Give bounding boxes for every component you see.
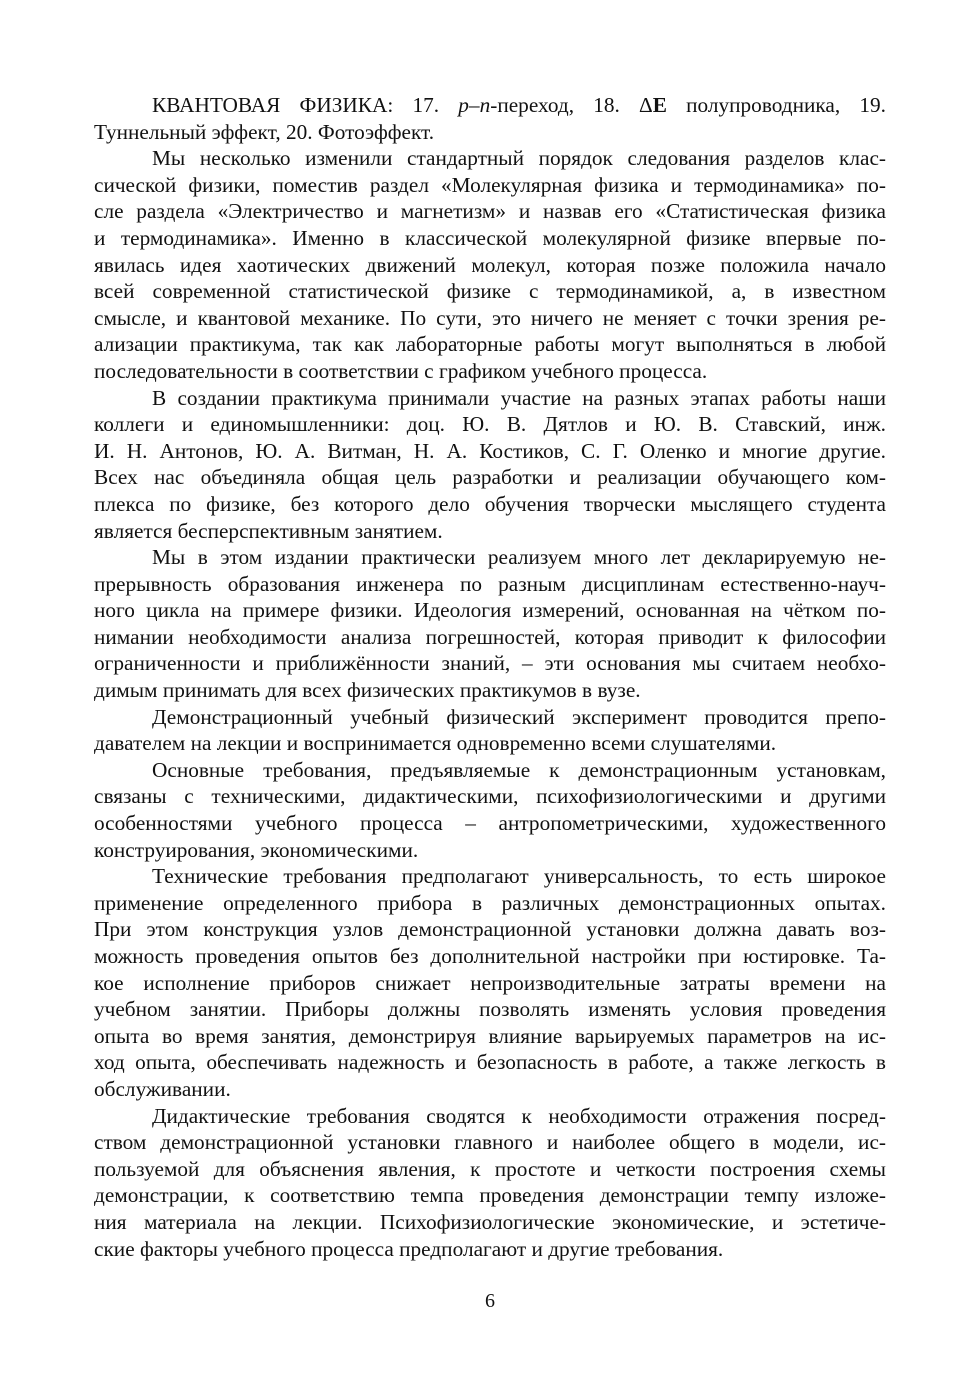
text-line: можность проведения опытов без дополнительной настройки при юстировке. Та- <box>94 944 886 968</box>
text-line: Демонстрационный учебный физический эксперимент проводится препо- <box>152 704 886 729</box>
text-line: И. Н. Антонов, Ю. А. Витман, Н. А. Костиков, С. Г. Оленко и многие другие. <box>94 438 886 463</box>
text-line: явилась идея хаотических движений молекул, которая позже положила начало <box>94 252 886 277</box>
text-line: ализации практикума, так как лабораторные работы могут выполняться в любой <box>94 332 886 357</box>
text-line: всей современной статистической физике с термодинамикой, а, в известном <box>94 279 886 304</box>
text-line: Туннельный эффект, 20. Фотоэффект. <box>94 119 435 144</box>
paragraph <box>94 704 886 757</box>
paragraph-quantum-physics <box>94 92 886 145</box>
text-line: давателем на лекции и воспринимается одновременно всеми слушателями. <box>94 731 777 756</box>
paragraph <box>94 1103 886 1263</box>
text-line: ограниченности и приближённости знаний, – эти основания мы считаем необхо- <box>94 651 886 676</box>
text-line: Мы несколько изменили стандартный порядок следования разделов клас- <box>152 146 886 171</box>
paragraph <box>94 863 886 1102</box>
text-line: является бесперспективным занятием. <box>94 518 443 543</box>
text-line: Дидактические требования сводятся к необходимости отражения посред- <box>152 1103 886 1128</box>
text-line: В создании практикума принимали участие на разных этапах работы наши <box>152 385 886 410</box>
text-line: КВАНТОВАЯ ФИЗИКА: 17. p–n-переход, 18. ΔE полупроводника, 19. <box>152 93 886 117</box>
text-line: кое исполнение приборов снижает непроизводительные затраты времени на <box>94 970 886 995</box>
text-line: учебном занятии. Приборы должны позволять изменять условия проведения <box>94 997 886 1022</box>
text-line: коллеги и единомышленники: доц. Ю. В. Дятлов и Ю. В. Ставский, инж. <box>94 412 886 437</box>
paragraph <box>94 544 886 704</box>
text-line: сической физики, поместив раздел «Молекулярная физика и термодинамика» по- <box>94 172 886 197</box>
text-line: ские факторы учебного процесса предполагают и другие требования. <box>94 1236 724 1261</box>
text-line: и термодинамика». Именно в классической молекулярной физике впервые по- <box>94 225 886 250</box>
text-line: При этом конструкция узлов демонстрационной установки должна давать воз- <box>94 917 886 942</box>
text-line: ния материала на лекции. Психофизиологические экономические, и эстетиче- <box>94 1209 886 1234</box>
text-line: обслуживании. <box>94 1076 231 1101</box>
text-line: ством демонстрационной установки главного и наиболее общего в модели, ис- <box>94 1130 886 1155</box>
text-line: опыта во время занятия, демонстрируя влияние варьируемых параметров на ис- <box>94 1023 886 1048</box>
text-line: особенностями учебного процесса – антропометрическими, художественного <box>94 811 886 836</box>
text-line: прерывность образования инженера по разным дисциплинам естественно-науч- <box>94 571 886 596</box>
text-line: Основные требования, предъявляемые к демонстрационным установкам, <box>152 757 886 782</box>
text-line: смысле, и квантовой механике. По сути, это ничего не меняет с точки зрения ре- <box>94 305 886 330</box>
paragraph <box>94 757 886 863</box>
paragraph <box>94 385 886 545</box>
text-line: димым принимать для всех физических практикумов в вузе. <box>94 678 641 703</box>
paragraph <box>94 145 886 384</box>
text-line: плекса по физике, без которого дело обучения творчески мыслящего студента <box>94 491 886 516</box>
text-line: нимании необходимости анализа погрешностей, которая приводит к философии <box>94 624 886 649</box>
text-line: ного цикла на примере физики. Идеология измерений, основанная на чётком по- <box>94 598 886 623</box>
text-line: Мы в этом издании практически реализуем много лет декларируемую не- <box>152 545 886 570</box>
text-line: ход опыта, обеспечивать надежность и безопасность в работе, а также легкость в <box>94 1050 886 1075</box>
text-line: Технические требования предполагают универсальность, то есть широкое <box>152 864 886 889</box>
text-line: связаны с техническими, дидактическими, психофизиологическими и другими <box>94 784 886 809</box>
text-line: последовательности в соответствии с графиком учебного процесса. <box>94 358 708 383</box>
page-number: 6 <box>485 1290 495 1312</box>
text-line: Всех нас объединяла общая цель разработки и реализации обучающего ком- <box>94 465 886 490</box>
text-line: применение определенного прибора в различных демонстрационных опытах. <box>94 890 886 915</box>
text-line: пользуемой для объяснения явления, к простоте и четкости построения схемы <box>94 1156 886 1181</box>
document-body <box>94 92 886 1262</box>
text-line: сле раздела «Электричество и магнетизм» и назвав его «Статистическая физика <box>94 199 886 224</box>
text-line: демонстрации, к соответствию темпа проведения демонстрации темпу изложе- <box>94 1183 886 1208</box>
text-line: конструирования, экономическими. <box>94 837 419 862</box>
